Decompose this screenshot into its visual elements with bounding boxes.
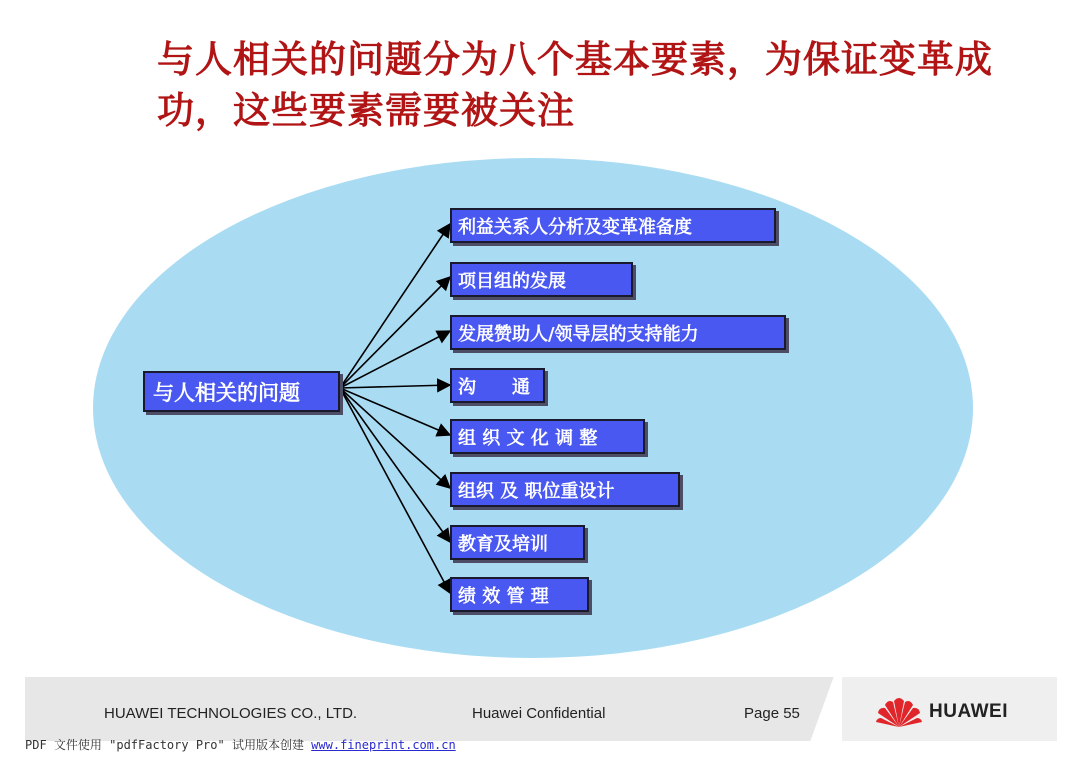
arrow-8 (340, 388, 450, 593)
item-box-7: 教育及培训 (450, 525, 585, 560)
item-box-2: 项目组的发展 (450, 262, 633, 297)
footer-page-number: Page 55 (744, 705, 800, 722)
footer-company: HUAWEI TECHNOLOGIES CO., LTD. (104, 705, 358, 722)
item-box-4: 沟 通 (450, 368, 545, 403)
logo-text: HUAWEI (929, 701, 1008, 722)
item-box-5: 组 织 文 化 调 整 (450, 419, 645, 454)
arrow-1 (340, 224, 450, 388)
item-box-3: 发展赞助人/领导层的支持能力 (450, 315, 786, 350)
footer-confidential: Huawei Confidential (472, 705, 606, 722)
item-box-8: 绩 效 管 理 (450, 577, 589, 612)
arrow-4 (340, 385, 450, 388)
pdf-note-text: PDF 文件使用 "pdfFactory Pro" 试用版本创建 (25, 738, 312, 752)
pdf-note-link[interactable]: www.fineprint.com.cn (311, 738, 456, 752)
arrow-2 (340, 277, 450, 388)
item-box-6: 组织 及 职位重设计 (450, 472, 680, 507)
arrow-6 (340, 388, 450, 488)
pdf-note (25, 736, 456, 753)
huawei-logo (875, 695, 1008, 729)
arrow-3 (340, 331, 450, 388)
center-node: 与人相关的问题 (143, 371, 340, 412)
page-title: 与人相关的问题分为八个基本要素，为保证变革成功，这些要素需要被关注 (157, 38, 993, 132)
huawei-flower-icon (875, 695, 923, 729)
item-box-1: 利益关系人分析及变革准备度 (450, 208, 776, 243)
